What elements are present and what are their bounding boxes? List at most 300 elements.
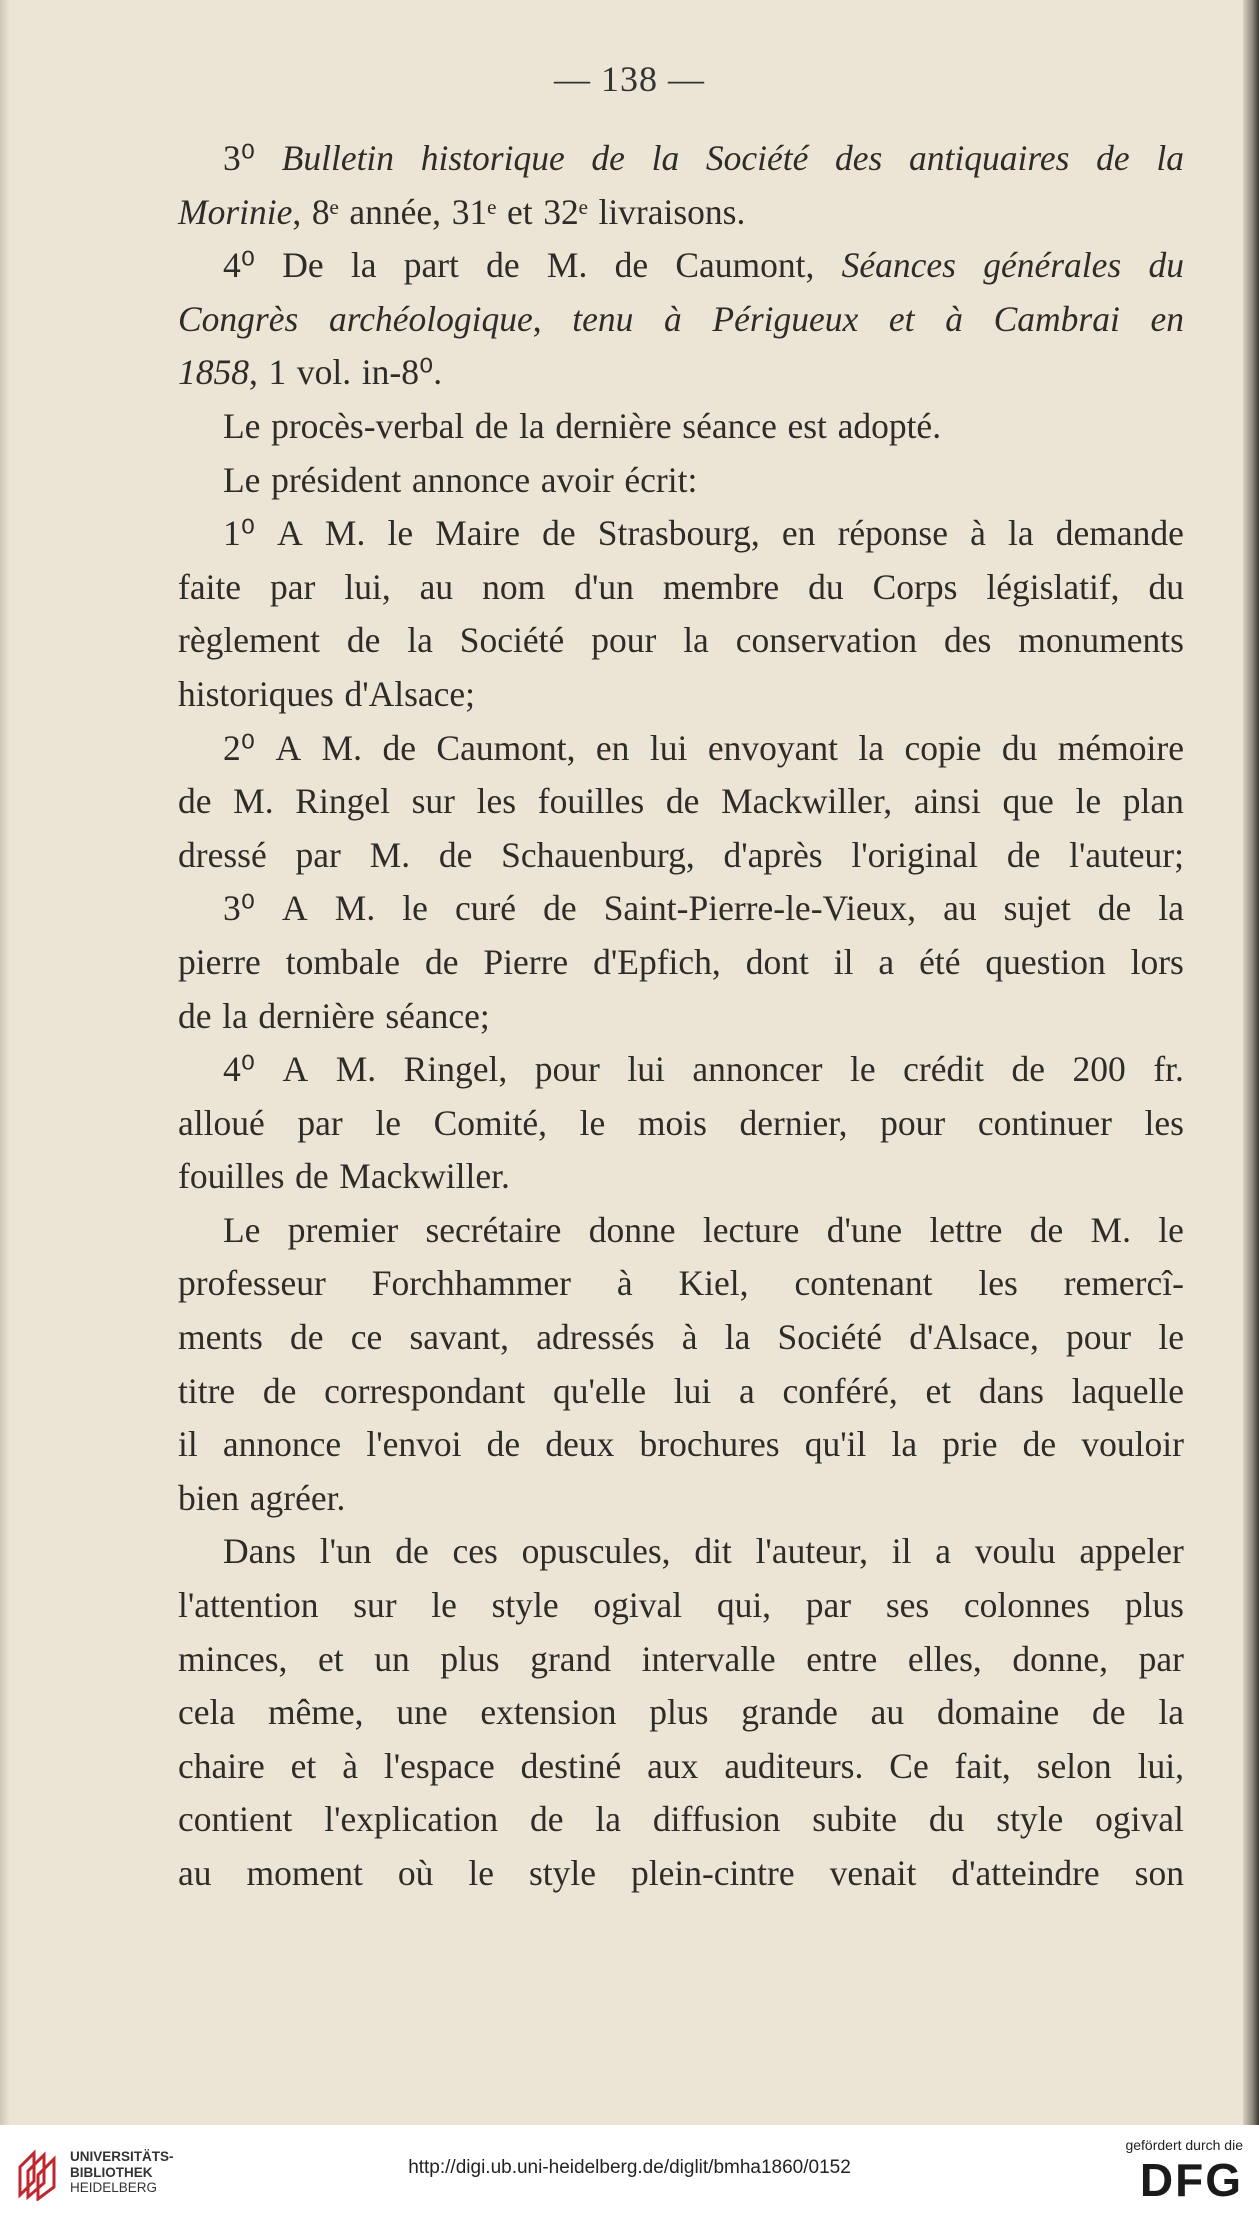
word: de [262,1370,297,1411]
word: les [1144,1102,1184,1143]
word: de [542,513,576,554]
word: le [468,1853,494,1893]
word: dernière [555,405,672,446]
word: procès-verbal [271,405,465,446]
word: Caumont, [675,245,815,286]
word: in-8⁰. [361,352,443,393]
word: plus [440,1638,500,1679]
word: minces, [178,1638,288,1679]
word: par [295,834,341,875]
word: à [681,1317,698,1358]
word: A [282,888,308,929]
word: même, [267,1692,364,1733]
word: auditeurs. [724,1745,864,1786]
word: Kiel, [678,1263,749,1304]
word: d'Alsace, [909,1317,1039,1358]
word: remercî- [1063,1263,1184,1304]
word: style [528,1853,596,1893]
word: ainsi [913,781,981,822]
word: Cambrai [993,298,1120,339]
word: de [1006,834,1041,875]
word: le [402,888,428,929]
word: subite [812,1799,898,1840]
word: l'attention [178,1585,319,1626]
word: de [346,620,381,661]
word: 200 [1072,1049,1126,1090]
library-name-line-3: HEIDELBERG [70,2180,158,2195]
word: adopté. [837,405,942,446]
word: contient [178,1799,293,1840]
word: la [407,620,433,661]
word: premier [287,1209,399,1250]
word: 31ᵉ [451,191,497,232]
word: Forchhammer [371,1263,571,1304]
word: que [1002,781,1054,822]
word: Société [777,1317,883,1358]
word: Société [705,138,809,178]
word: plus [649,1692,709,1733]
word: 3⁰ [223,888,255,929]
word: A [277,513,303,554]
word: le [579,1102,606,1143]
word: appeler [1079,1531,1184,1572]
word: fouilles [178,1156,285,1197]
word: la [595,1799,622,1840]
word: grande [741,1692,838,1733]
word: Le [223,405,261,446]
word: Périgueux [712,298,859,339]
word: copie [904,727,982,768]
word: au [943,888,977,929]
word: pour [1066,1317,1132,1358]
word: a [739,1370,755,1411]
word: lui [673,1370,712,1411]
text-line [178,454,1184,508]
word: dernier, [739,1102,848,1143]
word: M. [546,245,588,286]
body-text [178,132,1184,1901]
word: De [282,245,324,286]
word: monuments [1018,620,1184,661]
viewer-footer [0,2125,1259,2215]
word: 32ᵉ [543,191,588,232]
text-line [178,614,1184,668]
page-right-edge [1243,0,1259,2125]
word: de [438,834,473,875]
word: antiquaires [909,138,1070,178]
word: dit [694,1531,732,1572]
word: bien [178,1477,240,1518]
word: crédit [903,1049,984,1090]
page-number: — 138 — [554,59,705,99]
sponsor-caption: gefördert durch die [1125,2137,1243,2153]
word: en [595,727,630,768]
word: le [387,513,414,554]
text-line [178,990,1184,1044]
word: et [925,1370,952,1411]
word: dans [978,1370,1044,1411]
word: et [290,1745,317,1786]
word: l'explication [324,1799,499,1840]
text-line [178,668,1184,722]
word: elles, [907,1638,982,1679]
word: des [944,620,992,661]
word: du [1001,727,1038,768]
word: faite [178,566,242,607]
word: de [382,727,416,768]
word: 4⁰ [223,245,255,286]
word: donne, [1012,1638,1109,1679]
text-line [178,882,1184,936]
text-line [178,239,1184,293]
word: par [270,566,316,607]
word: Ce [889,1745,929,1786]
word: du [928,1799,965,1840]
word: le [1075,781,1102,822]
word: intervalle [641,1638,776,1679]
word: Morinie, [178,191,302,232]
word: laquelle [1071,1370,1184,1411]
word: plan [1122,781,1184,822]
word: de [395,1531,429,1572]
word: de [1022,1424,1057,1465]
word: 1⁰ [223,513,255,554]
word: qu'elle [552,1370,647,1411]
word: Maire [435,513,520,554]
word: de [1092,1692,1126,1733]
word: dont [745,941,809,982]
word: sur [411,781,455,822]
word: 1858, [178,352,258,393]
word: grand [530,1638,612,1679]
word: alloué [178,1102,265,1143]
word: à [945,298,963,339]
word: l'espace [383,1745,495,1786]
word: Mackwiller, [721,781,893,822]
word: été [919,941,961,982]
word: où [397,1853,434,1893]
word: de [530,1799,564,1840]
word: de [295,1156,329,1197]
word: A [282,1049,309,1090]
word: une [396,1692,448,1733]
library-name-line-2: BIBLIOTHEK [70,2164,153,2180]
word: domaine [936,1692,1060,1733]
word: continuer [977,1102,1112,1143]
word: d'après [723,834,823,875]
word: lui, [344,566,391,607]
word: Saint-Pierre-le-Vieux, [603,888,917,929]
word: Comité, [433,1102,547,1143]
word: Dans [223,1531,296,1572]
text-line [178,293,1184,347]
word: il [833,941,854,982]
text-line [178,1311,1184,1365]
word: ogival [593,1585,683,1626]
text-line [178,561,1184,615]
word: annonce [222,1424,342,1465]
word: d'Alsace; [344,673,476,714]
text-line [178,1847,1184,1901]
text-line [178,186,1184,240]
word: aux [647,1745,699,1786]
word: pierre [178,941,261,982]
word: plein-cintre [630,1853,795,1893]
word: séance [682,405,777,446]
word: séance; [385,995,490,1036]
word: fouilles [537,781,645,822]
text-line [178,1418,1184,1472]
word: dressé [178,834,267,875]
word: l'un [319,1531,372,1572]
word: 8ᵉ [311,191,339,232]
word: membre [662,566,780,607]
word: ments [178,1317,263,1358]
word: 2⁰ [223,727,255,768]
text-line [178,1043,1184,1097]
word: en [781,513,816,554]
word: deux [545,1424,615,1465]
word: à [664,298,682,339]
word: sur [353,1585,397,1626]
dfg-logo-icon[interactable]: DFG [1139,2154,1243,2206]
word: A [275,727,302,768]
word: annonce [411,459,531,500]
word: ce [350,1317,383,1358]
text-line [178,1525,1184,1579]
word: au [419,566,454,607]
text-line [178,1365,1184,1419]
word: par [1138,1638,1184,1679]
word: de [424,941,459,982]
word: fait, [954,1745,1011,1786]
text-line [178,1686,1184,1740]
word: de [543,888,577,929]
word: d'un [574,566,634,607]
word: de [1029,1209,1064,1250]
word: en [1150,298,1184,339]
text-line [178,775,1184,829]
word: la [350,245,377,286]
word: année, [349,191,442,232]
library-name-line-1: UNIVERSITÄTS- [70,2149,174,2164]
word: par [297,1102,343,1143]
text-line [178,936,1184,990]
word: M. [1090,1209,1131,1250]
word: 3⁰ [223,138,255,178]
word: savant, [409,1317,510,1358]
word: les [476,781,517,822]
word: envoyant [707,727,838,768]
page-left-edge [0,0,10,2125]
word: le [850,1049,876,1090]
word: écrit: [624,459,698,500]
word: d'une [826,1209,903,1250]
text-line [178,1633,1184,1687]
word: agréer. [249,1477,346,1518]
word: entre [806,1638,878,1679]
word: M. [324,513,366,554]
word: ogival [1095,1799,1184,1840]
word: livraisons. [598,191,746,232]
text-line [178,1740,1184,1794]
word: 1 [268,352,287,393]
word: contenant [794,1263,933,1304]
word: pour [880,1102,946,1143]
word: la [1158,888,1184,929]
word: Mackwiller. [339,1156,510,1197]
word: Le [223,459,261,500]
word: destiné [520,1745,622,1786]
word: qu'il [804,1424,867,1465]
text-line [178,1472,1184,1526]
word: M. [233,781,274,822]
word: des [835,138,883,178]
text-line [178,1204,1184,1258]
text-line [178,1150,1184,1204]
word: de [665,781,700,822]
word: par [805,1585,852,1626]
word: de [614,245,649,286]
text-line [178,1097,1184,1151]
text-line [178,400,1184,454]
word: moment [246,1853,363,1893]
word: le [431,1585,457,1626]
word: colonnes [963,1585,1091,1626]
word: selon [1036,1745,1112,1786]
word: de [1011,1049,1046,1090]
word: Corps [872,566,958,607]
word: vol. [296,352,352,393]
word: règlement [178,620,320,661]
word: style [996,1799,1064,1840]
word: prie [942,1424,998,1465]
permalink-url[interactable]: http://digi.ub.uni-heidelberg.de/diglit/bmha1860/0152 [408,2157,851,2178]
word: le [1158,1209,1184,1250]
word: son [1134,1853,1184,1893]
text-line [178,829,1184,883]
word: de [486,1424,521,1465]
word: de [1097,888,1132,929]
word: la [1158,1692,1184,1733]
word: Société [459,620,565,661]
word: l'envoi [366,1424,462,1465]
word: de [178,781,212,822]
word: la [519,405,545,446]
word: générales [983,245,1122,286]
word: et [318,1638,344,1679]
word: le [375,1102,401,1143]
word: conféré, [782,1370,898,1411]
word: l'auteur; [1069,834,1184,875]
word: secrétaire [425,1209,562,1250]
word: de [591,138,625,178]
word: adressés [536,1317,655,1358]
word: du [1148,245,1184,286]
word: la [1156,138,1184,178]
word: lui [627,1049,665,1090]
word: la [222,995,248,1036]
word: la [651,138,680,178]
word: à [616,1263,633,1304]
word: part [403,245,459,286]
word: extension [480,1692,617,1733]
word: de [178,995,212,1036]
word: au [870,1692,905,1733]
word: et [506,191,533,232]
text-line [178,132,1184,186]
word: Bulletin [281,138,395,178]
word: pour [591,620,657,661]
word: cela [178,1692,236,1733]
word: donne [588,1209,676,1250]
word: de [290,1317,324,1358]
word: diffusion [652,1799,781,1840]
word: 4⁰ [223,1049,255,1090]
word: il [178,1424,198,1465]
word: l'auteur, [755,1531,868,1572]
word: réponse [837,513,948,554]
text-line [178,1579,1184,1633]
word: avoir [540,459,614,500]
text-line [178,346,1184,400]
word: Séances [841,245,956,286]
word: la [891,1424,918,1465]
word: historique [420,138,565,178]
word: d'Epfich, [593,941,721,982]
word: a [935,1531,952,1572]
word: Strasbourg, [597,513,760,554]
word: demande [1055,513,1184,554]
word: ces [452,1531,498,1572]
word: Ringel [295,781,390,822]
word: lettre [929,1209,1003,1250]
word: du [808,566,844,607]
word: vouloir [1081,1424,1184,1465]
word: la [1007,513,1034,554]
word: l'original [851,834,979,875]
word: lecture [702,1209,800,1250]
word: sujet [1003,888,1071,929]
word: il [891,1531,912,1572]
word: le [1158,1317,1184,1358]
word: Schauenburg, [501,834,695,875]
word: est [787,405,827,446]
text-line [178,722,1184,776]
word: question [985,941,1106,982]
word: au [178,1853,212,1893]
word: un [374,1638,410,1679]
text-line [178,1257,1184,1311]
word: Pierre [483,941,569,982]
word: annoncer [692,1049,823,1090]
word: titre [178,1370,236,1411]
word: Ringel, [403,1049,508,1090]
word: à [342,1745,358,1786]
word: lui [649,727,688,768]
word: fr. [1153,1049,1184,1090]
word: dernière [258,995,375,1036]
word: brochures [639,1424,780,1465]
word: a [878,941,895,982]
word: opuscules, [521,1531,671,1572]
word: Caumont, [436,727,576,768]
word: voulu [974,1531,1056,1572]
word: pour [534,1049,600,1090]
word: qui, [716,1585,772,1626]
word: à [970,513,986,554]
word: d'atteindre [951,1853,1100,1893]
